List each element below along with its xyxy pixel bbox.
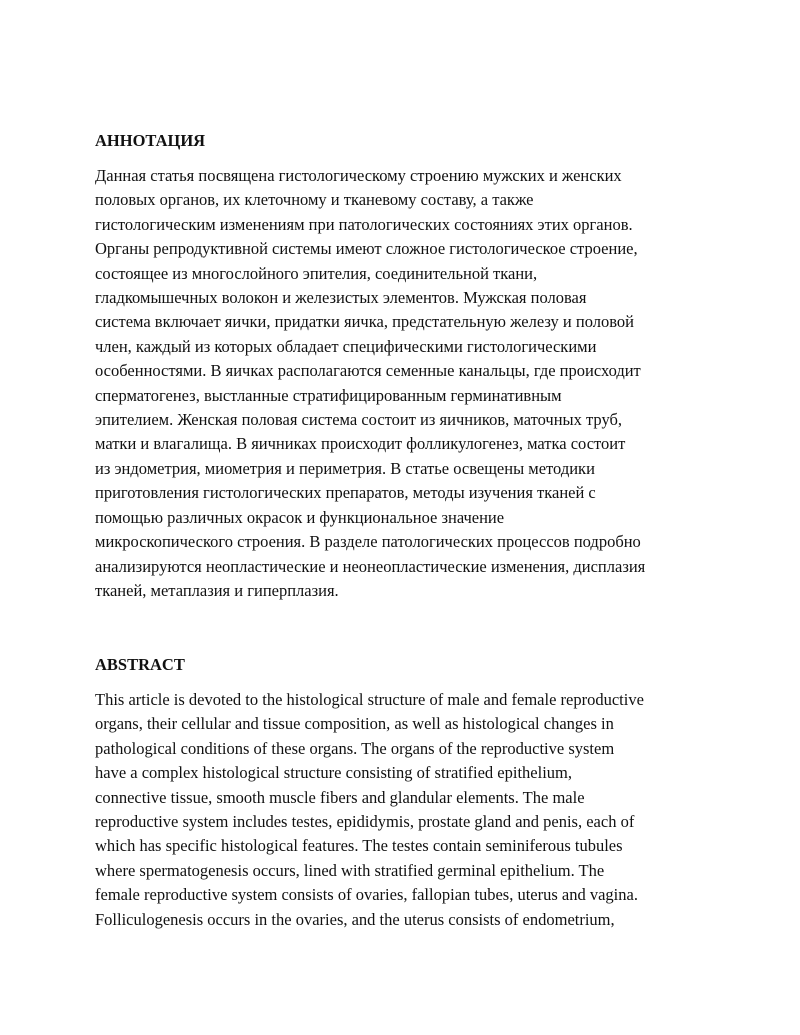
text-line: гистологическим изменениям при патологических состояниях этих органов. [95,214,633,234]
text-line: член, каждый из которых обладает специфическими гистологическими [95,336,597,356]
text-line: pathological conditions of these organs. The organs of the reproductive system [95,738,615,758]
text-line: reproductive system includes testes, epididymis, prostate gland and penis, each of [95,812,635,832]
text-line: из эндометрия, миометрия и периметрия. В статье освещены методики [95,458,595,478]
annotation-section [95,129,707,603]
text-line: половых органов, их клеточному и тканевому составу, а также [95,190,534,210]
text-line: have a complex histological structure consisting of stratified epithelium, [95,763,573,783]
text-line: organs, their cellular and tissue composition, as well as histological changes in [95,714,614,734]
text-line: Данная статья посвящена гистологическому строению мужских и женских [95,166,622,185]
annotation-body [95,164,707,603]
text-line: особенностями. В яичках располагаются семенные канальцы, где происходит [95,361,641,381]
abstract-heading: ABSTRACT [95,655,185,674]
text-line: тканей, метаплазия и гиперплазия. [95,580,339,600]
text-line: гладкомышечных волокон и железистых элементов. Мужская половая [95,288,587,308]
text-line: помощью различных окрасок и функциональное значение [95,507,505,527]
text-line: микроскопического строения. В разделе патологических процессов подробно [95,532,641,552]
text-line: система включает яички, придатки яичка, предстательную железу и половой [95,312,634,332]
text-line: connective tissue, smooth muscle fibers and glandular elements. The male [95,787,585,807]
annotation-heading: АННОТАЦИЯ [95,131,206,150]
text-line: сперматогенез, выстланные стратифицированным герминативным [95,385,562,405]
text-line: Folliculogenesis occurs in the ovaries, and the uterus consists of endometrium, [95,909,615,929]
abstract-body [95,688,707,932]
text-line: which has specific histological features. The testes contain seminiferous tubules [95,836,623,856]
text-line: female reproductive system consists of ovaries, fallopian tubes, uterus and vagina. [95,885,638,905]
text-line: состоящее из многослойного эпителия, соединительной ткани, [95,263,538,283]
text-line: Органы репродуктивной системы имеют сложное гистологическое строение, [95,239,638,259]
text-line: анализируются неопластические и неонеопластические изменения, дисплазия [95,556,646,576]
text-line: This article is devoted to the histological structure of male and female reproductive [95,690,644,709]
text-line: матки и влагалища. В яичниках происходит фолликулогенез, матка состоит [95,434,626,454]
text-line: приготовления гистологических препаратов, методы изучения тканей с [95,483,596,503]
text-line: where spermatogenesis occurs, lined with stratified germinal epithelium. The [95,860,605,880]
abstract-section [95,653,707,932]
text-line: эпителием. Женская половая система состоит из яичников, маточных труб, [95,410,622,430]
